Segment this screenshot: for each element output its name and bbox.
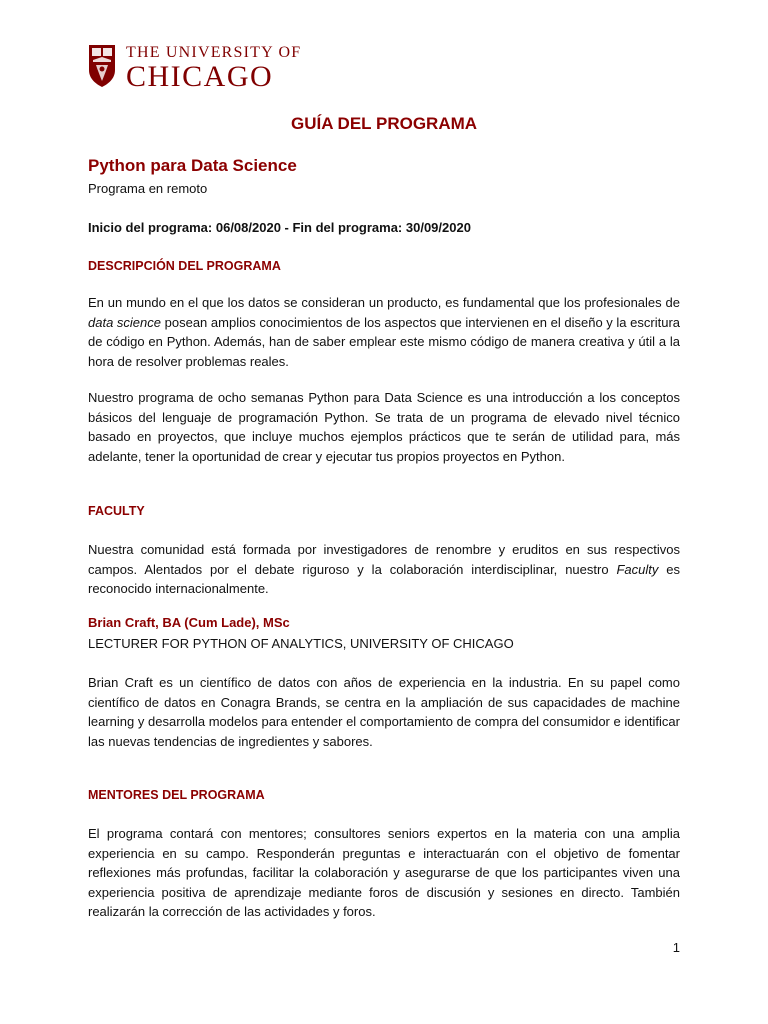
program-dates: Inicio del programa: 06/08/2020 - Fin del programa: 30/09/2020 <box>88 220 471 235</box>
faculty-p1-before: Nuestra comunidad está formada por investigadores de renombre y eruditos en sus respectivos campos. Alentados por el debate riguroso y la colaboración interdisciplinar, nuestro <box>88 542 680 577</box>
page-number: 1 <box>672 940 680 955</box>
faculty-member-role: LECTURER FOR PYTHON OF ANALYTICS, UNIVERSITY OF CHICAGO <box>88 636 514 651</box>
logo-line-1: THE UNIVERSITY OF <box>126 44 302 61</box>
description-heading: DESCRIPCIÓN DEL PROGRAMA <box>88 259 281 273</box>
logo-line-2: CHICAGO <box>126 60 274 93</box>
faculty-member-bio: Brian Craft es un científico de datos con años de experiencia en la industria. En su papel como científico de datos en Conagra Brands, se centra en la ampliación de sus capacidades de machine learning y desarrolla modelos para entender el comportamiento de compra del consumidor e identificar las nuevas tendencias de ingredientes y sabores. <box>88 675 680 749</box>
mentors-paragraph: El programa contará con mentores; consultores seniors expertos en la materia con una amplia experiencia en su campo. Responderán preguntas e interactuarán con el objetivo de fomentar reflexiones más profundas, facilitar la colaboración y asegurarse de que los participantes viven una experiencia positiva de aprendizaje mediante foros de discusión y sesiones en directo. También realizarán la corrección de las actividades y foros. <box>88 826 680 919</box>
faculty-paragraph <box>88 540 680 599</box>
faculty-member-name: Brian Craft, BA (Cum Lade), MSc <box>88 615 290 630</box>
university-crest-icon <box>88 44 116 88</box>
course-title: Python para Data Science <box>88 156 297 175</box>
description-p1-after: posean amplios conocimientos de los aspectos que intervienen en el diseño y la escritura de código en Python. Además, han de saber emplear este mismo código de manera creativa y útil a la hora de resolver problemas reales. <box>88 314 681 369</box>
university-logo <box>88 42 301 92</box>
mentors-heading: MENTORES DEL PROGRAMA <box>88 788 265 802</box>
description-p1-before: En un mundo en el que los datos se consideran un producto, es fundamental que los profesionales de <box>88 295 680 310</box>
faculty-p1-emphasis: Faculty <box>616 561 659 577</box>
faculty-heading: FACULTY <box>88 504 145 518</box>
guide-title: GUÍA DEL PROGRAMA <box>290 114 478 133</box>
description-p1-emphasis: data science <box>88 314 162 330</box>
description-paragraph-1 <box>88 293 680 371</box>
description-paragraph-2: Nuestro programa de ocho semanas Python para Data Science es una introducción a los conceptos básicos del lenguaje de programación Python. Se trata de un programa de elevado nivel técnico basado en proyectos, que incluye muchos ejemplos prácticos que te serán de utilidad para, más adelante, tener la oportunidad de crear y ejecutar tus propios proyectos en Python. <box>88 390 680 464</box>
faculty-p1-after: es reconocido internacionalmente. <box>88 561 681 596</box>
course-mode: Programa en remoto <box>88 181 208 196</box>
